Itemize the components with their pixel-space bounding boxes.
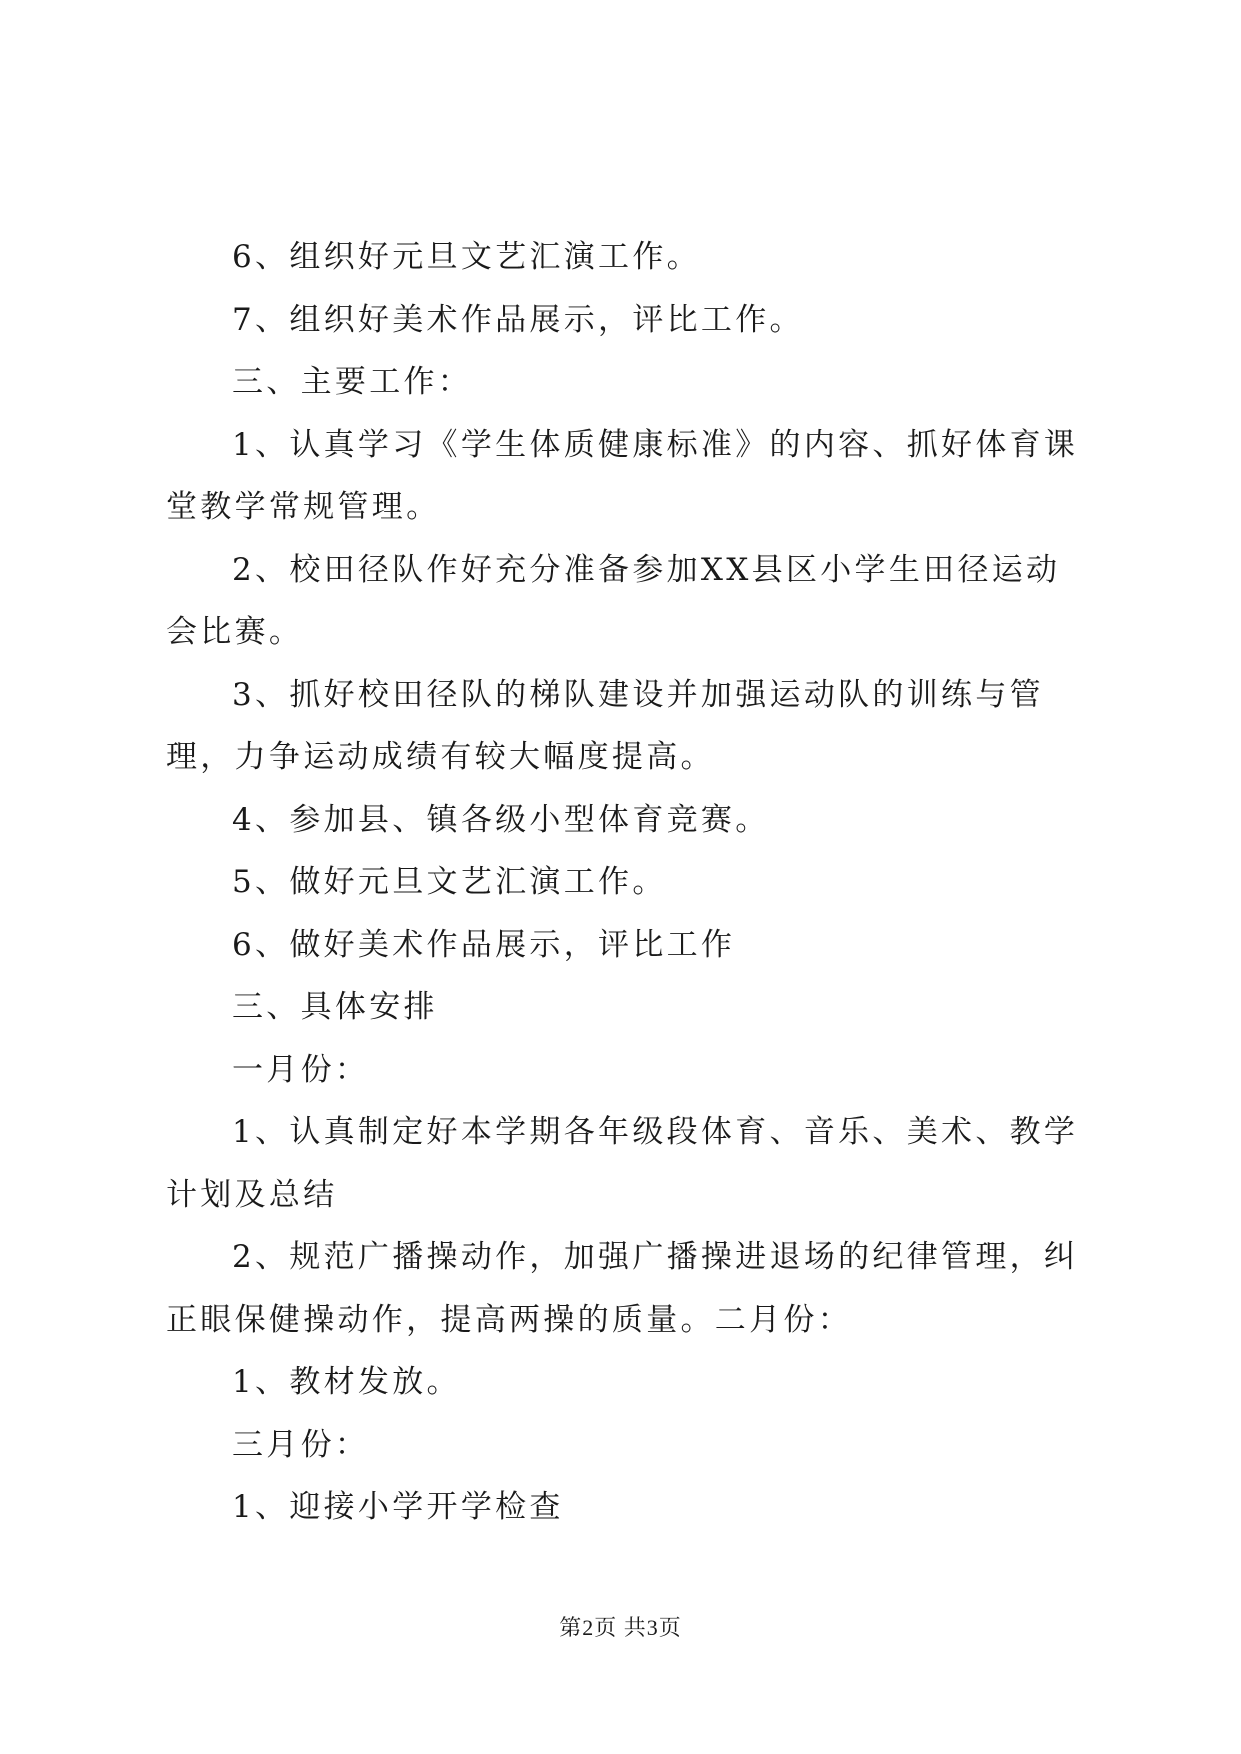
section-heading: 三、主要工作： <box>232 364 473 400</box>
page-number-label: 第2页 共3页 <box>559 1615 682 1640</box>
page-footer <box>0 1611 1241 1642</box>
month-heading: 一月份： <box>232 1051 370 1088</box>
paragraph: 1、认真制定好本学期各年级段体育、音乐、美术、教学计划及总结 <box>166 1114 1079 1213</box>
paragraph: 6、组织好元旦文艺汇演工作。 <box>232 239 701 275</box>
paragraph: 4、参加县、镇各级小型体育竞赛。 <box>232 801 770 838</box>
paragraph: 3、抓好校田径队的梯队建设并加强运动队的训练与管理，力争运动成绩有较大幅度提高。 <box>166 676 1044 775</box>
paragraph: 7、组织好美术作品展示，评比工作。 <box>232 301 804 338</box>
document-body <box>166 226 1086 1539</box>
paragraph: 1、教材发放。 <box>232 1364 461 1400</box>
paragraph: 5、做好元旦文艺汇演工作。 <box>232 864 667 900</box>
paragraph: 2、校田径队作好充分准备参加XX县区小学生田径运动会比赛。 <box>166 551 1061 650</box>
paragraph: 1、认真学习《学生体质健康标准》的内容、抓好体育课堂教学常规管理。 <box>166 426 1079 525</box>
paragraph: 6、做好美术作品展示，评比工作 <box>232 926 736 963</box>
section-heading: 三、具体安排 <box>232 989 438 1025</box>
paragraph: 2、规范广播操动作，加强广播操进退场的纪律管理，纠正眼保健操动作，提高两操的质量。二月份： <box>166 1239 1079 1338</box>
month-heading: 三月份： <box>232 1426 370 1463</box>
paragraph: 1、迎接小学开学检查 <box>232 1489 564 1525</box>
